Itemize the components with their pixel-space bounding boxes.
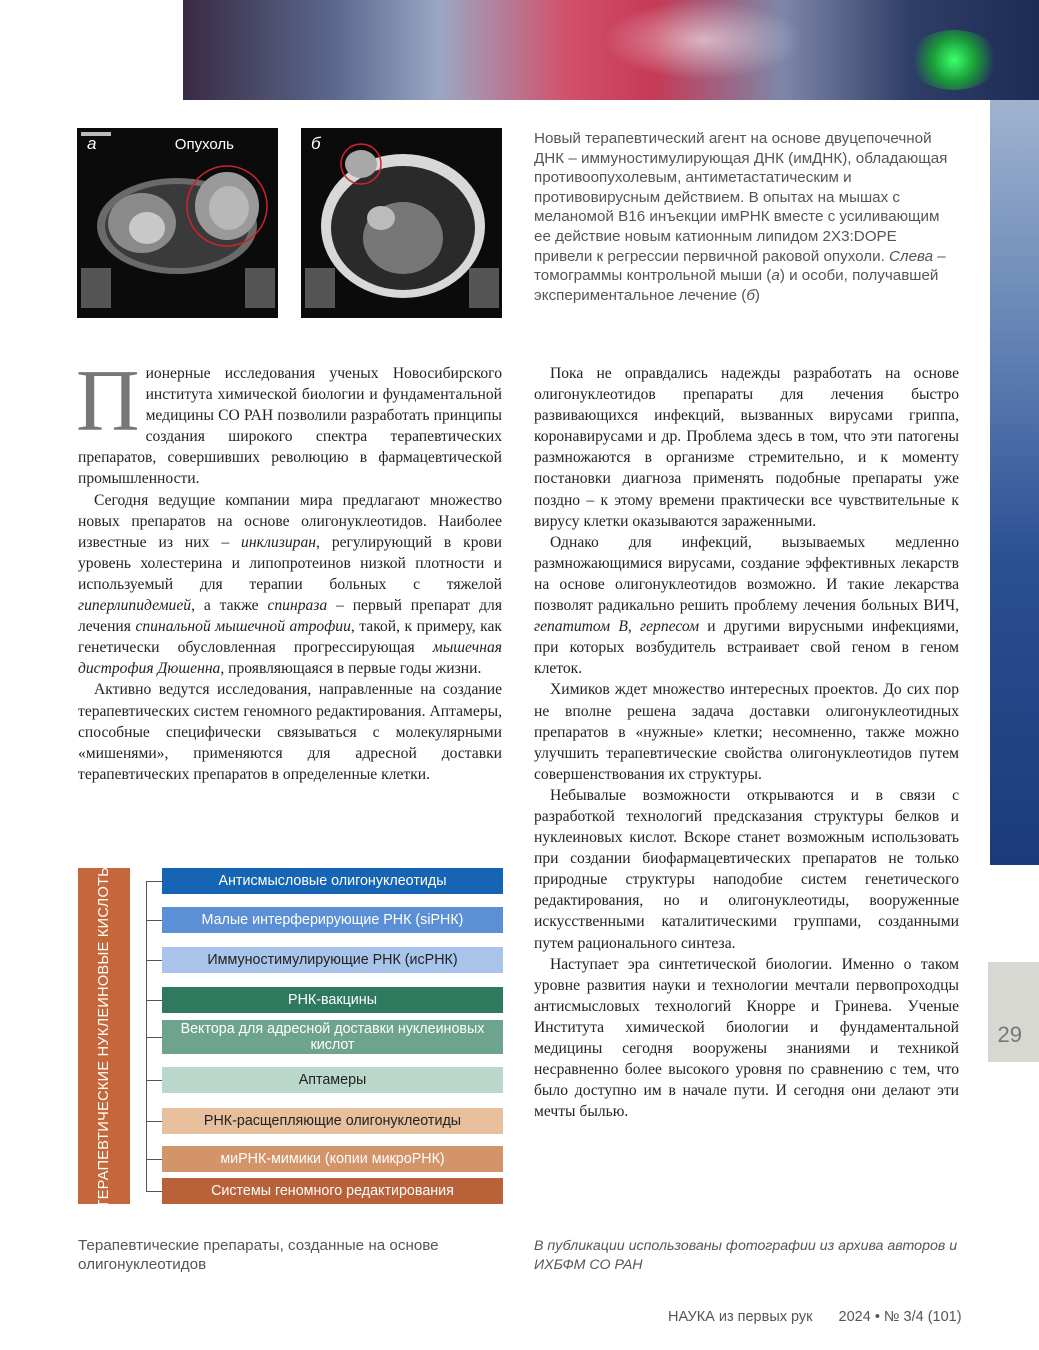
paragraph-text: – первый препарат для лечения (78, 597, 502, 636)
paragraph-text: , регулирующий в крови уровень холестерина и липопротеинов низкой плотности и используемый для терапии больных с тяжелой (78, 533, 502, 593)
article-paragraph (534, 532, 959, 680)
caption-italic: а (771, 267, 780, 285)
mri-scan-b (301, 128, 502, 318)
mri-image-treated (301, 128, 502, 318)
caption-text: – томограммы контрольной мыши ( (534, 247, 946, 285)
diagram-connector (146, 1037, 162, 1038)
disease-name: гепатитом В (534, 618, 628, 636)
diagram-item: Малые интерферирующие РНК (siРНК) (162, 907, 503, 933)
diagram-item: Аптамеры (162, 1067, 503, 1093)
paragraph-text: , такой, к примеру, как генетически обусловленная прогрессирующая (78, 618, 503, 657)
paragraph-text: , а также (191, 597, 268, 615)
page-number: 29 (997, 1022, 1022, 1047)
page-footer (668, 1309, 962, 1325)
caption-italic: Слева (889, 247, 934, 265)
diagram-vertical-title: ТЕРАПЕВТИЧЕСКИЕ НУКЛЕИНОВЫЕ КИСЛОТЫ (96, 863, 112, 1209)
mri-scan-a (77, 128, 278, 318)
paragraph-text: ионерные исследования ученых Новосибирского института химической биологии и фундаментальной медицины СО РАН позволили разработать принципы создания широкого спектра терапевтических препаратов, совершивших революцию в фармацевтической промышленности. (78, 365, 502, 488)
drug-name: спинраза (267, 597, 328, 615)
diagram-connector (146, 1191, 162, 1192)
diagram-item: Иммуностимулирующие РНК (исРНК) (162, 947, 503, 973)
paragraph-text: Сегодня ведущие компании мира предлагают множество новых препаратов на основе олигонуклеотидов. Наиболее известные из них – (78, 491, 502, 551)
magazine-name: НАУКА из первых рук (668, 1309, 813, 1325)
header-photo-banner (183, 0, 1039, 100)
disease-name: герпесом (640, 618, 700, 636)
article-left-column (76, 353, 503, 785)
diagram-connector (146, 881, 162, 882)
diagram-item: Системы геномного редактирования (162, 1178, 503, 1204)
diagram-item: РНК-расщепляющие олигонуклеотиды (162, 1108, 503, 1134)
disease-name: мышечная дистрофия Дюшенна (78, 639, 502, 678)
diagram-connector (146, 1000, 162, 1001)
diagram-connector (146, 1159, 162, 1160)
article-right-column (534, 363, 959, 1122)
diagram-item: миРНК-мимики (копии микроРНК) (162, 1146, 503, 1172)
diagram-connector (146, 1080, 162, 1081)
article-paragraph: Небывалые возможности открываются и в связи с разработкой технологий предсказания структуры белков и нуклеиновых кислот. Вскоре станет возможным использовать при создании биофармацевтических препаратов не только природные структуры наподобие систем генетического редактирования, но и олигонуклеотиды, вооруженные искусственными каталитическими группами, созданными путем рационального синтеза. (534, 786, 959, 952)
dropcap: П (76, 353, 140, 450)
nucleic-acids-diagram (78, 863, 503, 1209)
caption-text: Новый терапевтический агент на основе двуцепочечной ДНК – иммуностимулирующая ДНК (имДНК), обладающая противоопухолевым, антиметастатическим и противовирусным действием. В опытах на мышах с меланомой В16 инъекции имРНК вместе с усиливающим ее действие новым катионным липидом 2X3:DOPE привели к регрессии первичной раковой опухоли. (534, 130, 948, 265)
diagram-caption: Терапевтические препараты, созданные на основе олигонуклеотидов (78, 1237, 439, 1273)
diagram-item: Антисмысловые олигонуклеотиды (162, 868, 503, 894)
photo-credits: В публикации использованы фотографии из архива авторов и ИХБФМ СО РАН (534, 1238, 958, 1273)
paragraph-text: Однако для инфекций, вызываемых медленно размножающимися вирусами, создание эффективных лекарств на основе олигонуклеотидов возможно. И такие лекарства позволят радикально решить проблему лечения больных ВИЧ, (534, 533, 959, 615)
diagram-vertical-bar (78, 863, 130, 1209)
panel-b-label: б (311, 134, 321, 153)
caption-text: ) и особи, получавшей экспериментальное лечение ( (534, 267, 939, 304)
figure-caption (534, 129, 959, 305)
article-paragraph: Пока не оправдались надежды разработать на основе олигонуклеотидов препараты для лечения быстро развивающихся инфекций, вызванных вирусами гриппа, коронавирусами и др. Проблема здесь в том, что эти патогены размножаются в организме стремительно, и к моменту постановки диагноза применять подобные препараты уже поздно – к этому времени практически все чувствительные к вирусу клетки оказываются зараженными. (534, 365, 959, 530)
diagram-connector (146, 960, 162, 961)
drug-name: инклизиран (241, 533, 316, 551)
mri-image-control (77, 128, 278, 318)
issue-info: 2024 • № 3/4 (101) (838, 1309, 962, 1325)
banner-highlight (603, 0, 803, 80)
caption-text: ) (754, 286, 760, 304)
diagram-connector (146, 920, 162, 921)
disease-name: гиперлипидемией (78, 597, 192, 615)
article-paragraph (76, 353, 502, 490)
disease-name: спинальной мышечной атрофии (135, 618, 351, 636)
diagram-item: РНК-вакцины (162, 987, 503, 1013)
article-paragraph: Наступает эра синтетической биологии. Именно о таком уровне развития науки и технологии мечтали первопроходцы антисмысловых технологий Кнорре и Гринева. Ученые Института химической биологии и фундаментальной медицины сегодня вооружены знаниями и техникой несравненно более высокого уровня по сравнению с тем, что было доступно им в начале пути. И сегодня они делают эти мечты былью. (534, 955, 959, 1121)
caption-italic: б (746, 286, 755, 304)
diagram-bracket-line (146, 881, 147, 1191)
tumor-label: Опухоль (174, 136, 234, 153)
right-decorative-strip (987, 100, 1039, 865)
banner-green-light (909, 30, 999, 90)
paragraph-text: , (627, 618, 641, 636)
diagram-item: Вектора для адресной доставки нуклеиновых кислот (162, 1020, 503, 1054)
panel-a-label: а (87, 134, 97, 153)
article-paragraph: Активно ведутся исследования, направленные на создание терапевтических систем геномного редактирования. Аптамеры, способные специфически связываться с молекулярными «мишенями», применяются для адресной доставки терапевтических препаратов в определенные клетки. (78, 681, 502, 783)
article-paragraph (78, 490, 502, 680)
article-paragraph: Химиков ждет множество интересных проектов. До сих пор не вполне решена задача доставки олигонуклеотидных препаратов в «нужные» клетки; несомненно, также можно улучшить терапевтические свойства олигонуклеотидов путем совершенствования их структуры. (534, 681, 959, 783)
paragraph-text: , проявляющаяся в первые годы жизни. (220, 660, 482, 678)
diagram-connector (146, 1121, 162, 1122)
paragraph-text: и другими вирусными инфекциями, при которых возбудитель встраивает свой геном в геном клеток. (534, 618, 959, 678)
